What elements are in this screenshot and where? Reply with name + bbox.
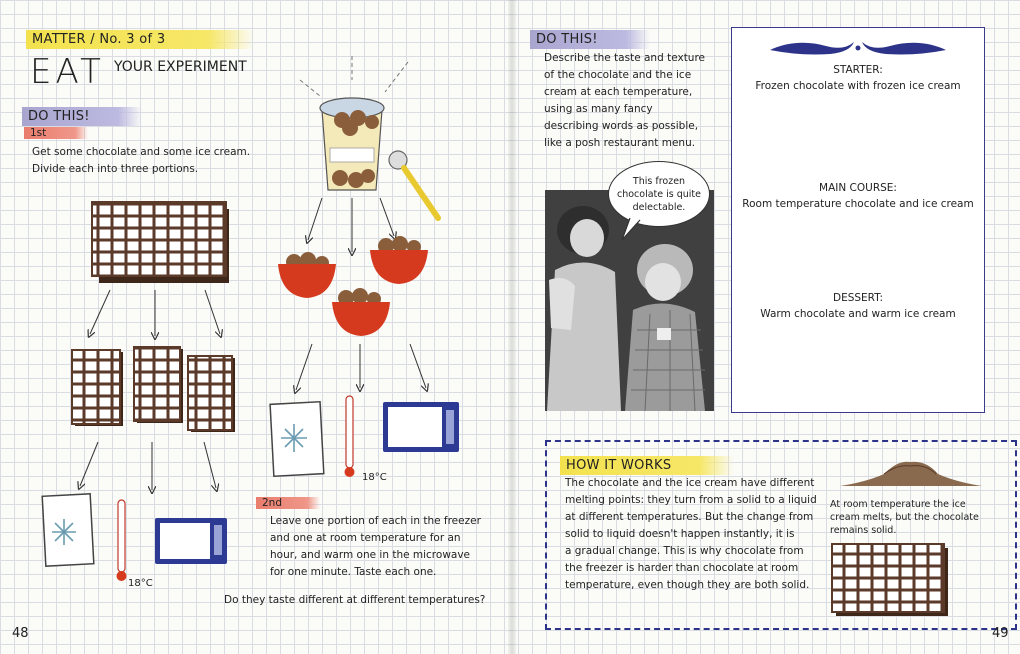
melted-ice-cream-icon (836, 452, 986, 492)
instructions-line: using as many fancy (544, 103, 653, 115)
page-number-right: 49 (992, 626, 1009, 641)
step2-line: for one minute. Taste each one. (270, 566, 437, 578)
ice-cream-bowl-1 (278, 252, 336, 298)
speech-bubble: This frozen chocolate is quite delectable. (608, 161, 710, 227)
instructions-line: cream at each temperature, (544, 86, 693, 98)
menu-flourish-icon (766, 36, 950, 58)
how-it-works-line: melting points: they turn from a solid to a liquid (565, 494, 817, 506)
title-eat: EAT (30, 52, 105, 92)
step2-line: hour, and warm one in the microwave (270, 549, 471, 561)
title-rest: YOUR EXPERIMENT (113, 59, 247, 75)
temperature-label-mid: 18°C (362, 472, 387, 483)
menu-dessert (732, 290, 984, 322)
chocolate-portion-3 (188, 356, 235, 432)
step2-label: 2nd (256, 497, 320, 509)
page-number-left: 48 (12, 626, 29, 641)
menu-starter-text: Frozen chocolate with frozen ice cream (755, 80, 961, 92)
how-it-works-line: the freezer is harder than chocolate at room (565, 562, 799, 574)
temperature-label-left: 18°C (128, 578, 153, 589)
menu-dessert-text: Warm chocolate and warm ice cream (760, 308, 956, 320)
how-it-works-line: at different temperatures. But the change from (565, 511, 814, 523)
ice-cream-tub (320, 98, 384, 190)
step1-line: Divide each into three portions. (32, 163, 199, 175)
step2-text (270, 513, 481, 581)
do-this-heading-left: DO THIS! (22, 107, 142, 126)
thermometer-icon (345, 396, 355, 477)
do-this-heading-right: DO THIS! (530, 30, 650, 49)
microwave-icon (155, 518, 227, 564)
menu-main-text: Room temperature chocolate and ice cream (742, 198, 974, 210)
thermometer-icon (117, 500, 127, 581)
instructions-line: describing words as possible, (544, 120, 699, 132)
how-it-works-line: temperature, even though they are both solid. (565, 579, 810, 591)
chocolate-portion-2 (134, 347, 183, 423)
step1-label: 1st (24, 127, 88, 139)
series-label: MATTER / No. 3 of 3 (26, 30, 254, 49)
ice-cream-bowl-2 (370, 236, 428, 284)
step2-line: Leave one portion of each in the freezer (270, 515, 481, 527)
ice-cream-scoop (389, 151, 438, 218)
how-it-works-text (565, 475, 817, 594)
how-it-works-line: a gradual change. This is why chocolate from (565, 545, 804, 557)
microwave-icon (383, 402, 459, 452)
freezer-icon (42, 494, 94, 566)
question-text: Do they taste different at different temperatures? (224, 594, 486, 606)
caption-line: cream melts, but the chocolate (830, 512, 979, 523)
freezer-icon (270, 402, 324, 477)
ice-cream-bowl-3 (332, 288, 390, 336)
speech-bubble-tail (620, 218, 650, 242)
how-it-works-line: solid to liquid doesn't happen instantly, it is (565, 528, 795, 540)
instructions-line: of the chocolate and the ice (544, 69, 692, 81)
how-it-works-title: HOW IT WORKS (560, 456, 734, 475)
instructions-line: like a posh restaurant menu. (544, 137, 696, 149)
menu-starter (732, 62, 984, 94)
menu-main (732, 180, 984, 212)
chocolate-bar-solid (830, 542, 952, 620)
how-it-works-line: The chocolate and the ice cream have different (565, 477, 815, 489)
melting-caption (830, 498, 979, 537)
instructions-text (544, 50, 705, 152)
chocolate-bar-large (92, 202, 229, 283)
menu-dessert-title: DESSERT: (832, 292, 883, 304)
step1-line: Get some chocolate and some ice cream. (32, 146, 251, 158)
instructions-line: Describe the taste and texture (544, 52, 706, 64)
chocolate-portion-1 (72, 350, 123, 426)
step2-line: and one at room temperature for an (270, 532, 461, 544)
menu-main-title: MAIN COURSE: (819, 182, 897, 194)
menu-starter-title: STARTER: (833, 64, 883, 76)
caption-line: remains solid. (830, 525, 897, 536)
menu-card (731, 27, 985, 413)
page-gutter (508, 0, 516, 654)
caption-line: At room temperature the ice (830, 499, 966, 510)
